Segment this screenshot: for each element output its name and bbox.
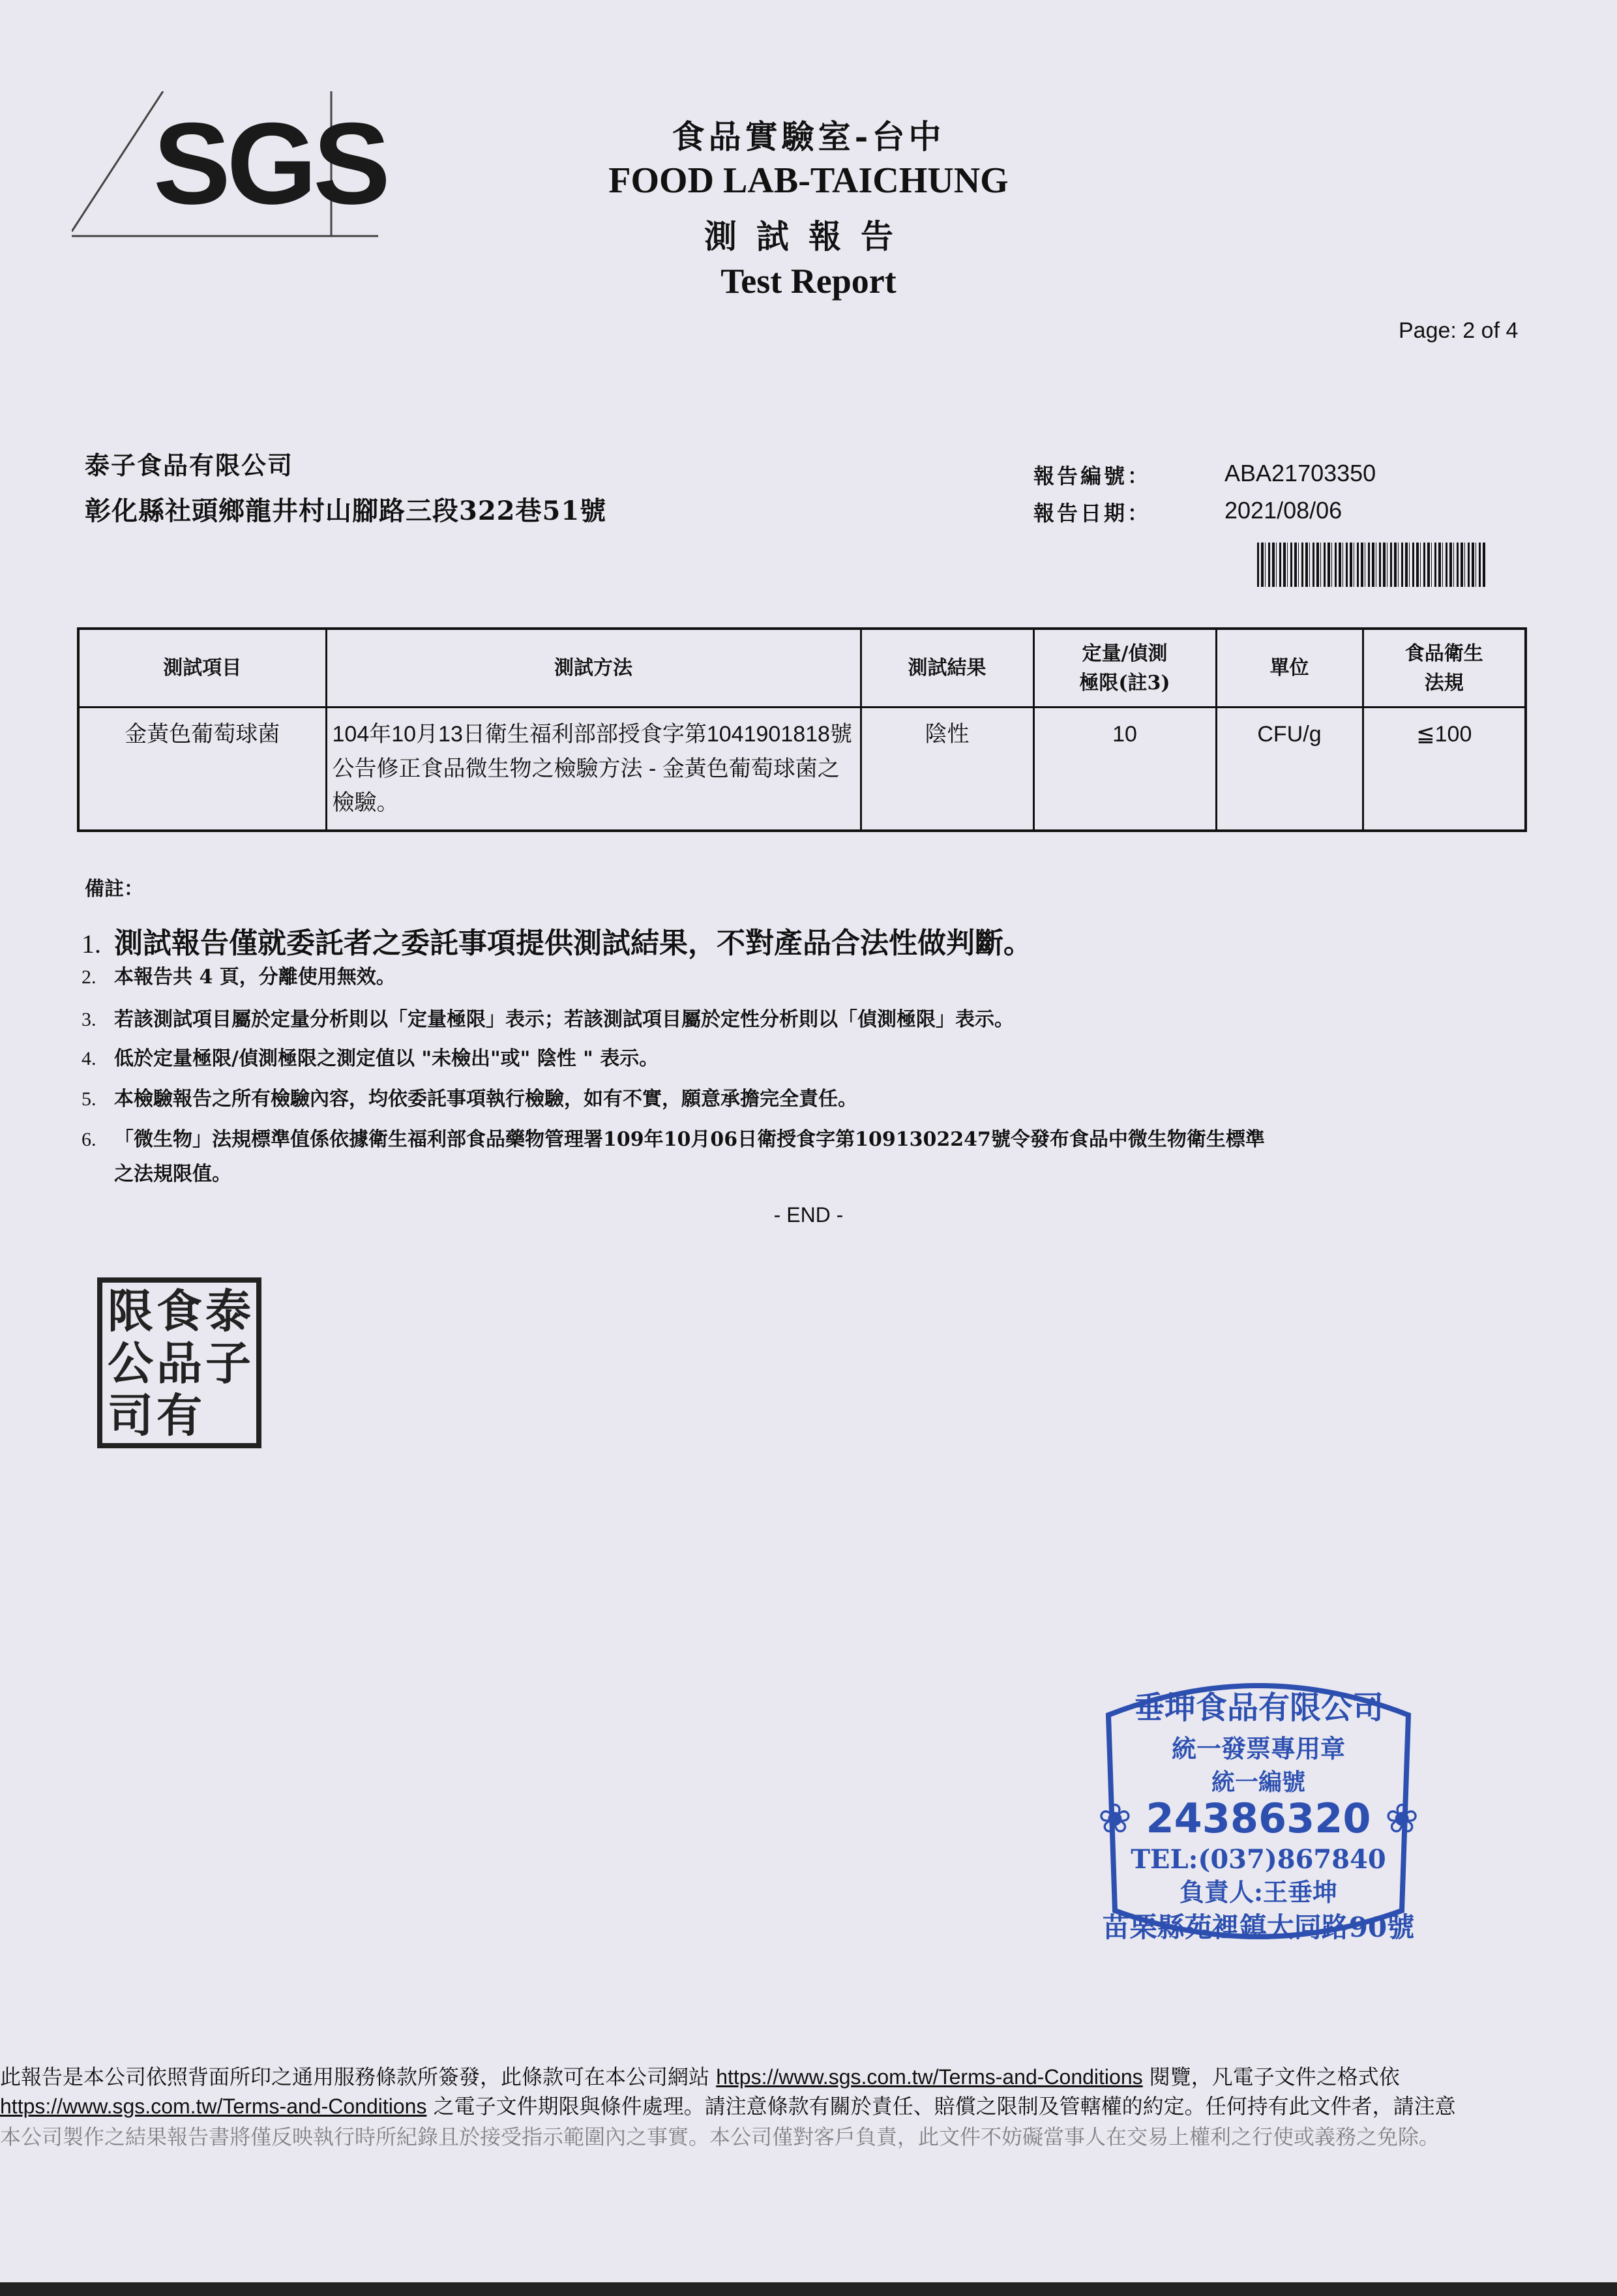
report-title-en: Test Report bbox=[720, 261, 897, 301]
svg-text:限: 限 bbox=[108, 1284, 153, 1338]
header-regulation: 食品衛生 法規 bbox=[1363, 629, 1526, 708]
svg-text:子: 子 bbox=[205, 1336, 251, 1390]
note-item bbox=[82, 961, 396, 989]
svg-text:苗栗縣苑裡鎮大同路90號: 苗栗縣苑裡鎮大同路90號 bbox=[1102, 1911, 1415, 1943]
client-name: 泰子食品有限公司 bbox=[85, 451, 294, 480]
header-test-item: 測試項目 bbox=[78, 629, 326, 708]
svg-text:有: 有 bbox=[156, 1388, 202, 1442]
note-text: 若該測試項目屬於定量分析則以「定量極限」表示；若該測試項目屬於定性分析則以「偵測極限」表示。 bbox=[114, 1008, 1014, 1031]
note-text: 「微生物」法規標準值係依據衛生福利部食品藥物管理署109年10月06日衛授食字第1091302247號令發布食品中微生物衛生標準 bbox=[114, 1128, 1265, 1151]
svg-text:品: 品 bbox=[156, 1336, 202, 1390]
note-number: 5. bbox=[82, 1088, 96, 1110]
header-limit: 定量/偵測 極限(註3) bbox=[1033, 629, 1216, 708]
cell-regulation: ≦100 bbox=[1363, 708, 1526, 831]
svg-text:司: 司 bbox=[108, 1388, 153, 1442]
cell-unit: CFU/g bbox=[1216, 708, 1363, 831]
report-date-label: 報告日期： bbox=[1033, 501, 1151, 526]
svg-text:負責人:王垂坤: 負責人:王垂坤 bbox=[1179, 1877, 1338, 1907]
svg-text:食: 食 bbox=[156, 1284, 202, 1338]
results-table bbox=[77, 627, 1527, 832]
cell-item: 金黃色葡萄球菌 bbox=[78, 708, 326, 831]
footer-text: 閱覽，凡電子文件之格式依 bbox=[1149, 2065, 1400, 2089]
note-item bbox=[82, 919, 1032, 961]
terms-link-2[interactable]: https://www.sgs.com.tw/Terms-and-Conditions bbox=[0, 2095, 427, 2118]
footer-line-3: 本公司製作之結果報告書將僅反映執行時所紀錄且於接受指示範圍內之事實。本公司僅對客戶負責，此文件不妨礙當事人在交易上權利之行使或義務之免除。 bbox=[0, 2125, 1440, 2149]
page-number: Page: 2 of 4 bbox=[1399, 318, 1519, 343]
report-number: ABA21703350 bbox=[1224, 460, 1376, 486]
invoice-seal bbox=[1089, 1663, 1428, 1950]
note-item bbox=[82, 1003, 1014, 1032]
company-seal bbox=[95, 1275, 264, 1451]
table-row bbox=[78, 708, 1526, 831]
header-unit: 單位 bbox=[1216, 629, 1363, 708]
note-text: 本檢驗報告之所有檢驗內容，均依委託事項執行檢驗，如有不實，願意承擔完全責任。 bbox=[114, 1088, 857, 1111]
report-date: 2021/08/06 bbox=[1224, 497, 1343, 524]
svg-text:統一編號: 統一編號 bbox=[1211, 1768, 1306, 1796]
note-number: 1. bbox=[82, 929, 101, 959]
cell-result: 陰性 bbox=[861, 708, 1033, 831]
svg-text:垂坤食品有限公司: 垂坤食品有限公司 bbox=[1133, 1690, 1384, 1726]
cell-method: 104年10月13日衛生福利部部授食字第1041901818號公告修正食品微生物之檢驗方法 - 金黃色葡萄球菌之檢驗。 bbox=[326, 708, 861, 831]
report-title-zh: 測試報告 bbox=[704, 217, 913, 256]
svg-text:泰: 泰 bbox=[205, 1284, 251, 1338]
note-number: 3. bbox=[82, 1009, 96, 1030]
note-number: 4. bbox=[82, 1048, 96, 1069]
header-test-result: 測試結果 bbox=[861, 629, 1033, 708]
notes-title: 備註： bbox=[85, 878, 143, 901]
svg-text:公: 公 bbox=[108, 1336, 153, 1390]
footer-text: 此報告是本公司依照背面所印之通用服務條款所簽發，此條款可在本公司網站 bbox=[0, 2065, 710, 2089]
header-test-method: 測試方法 bbox=[326, 629, 861, 708]
lab-name-zh: 食品實驗室-台中 bbox=[672, 117, 945, 156]
note-number: 6. bbox=[82, 1129, 96, 1150]
logo-text: SGS bbox=[153, 98, 387, 228]
report-number-label: 報告編號： bbox=[1033, 464, 1151, 488]
scan-edge bbox=[0, 2282, 1617, 2296]
end-marker: - END - bbox=[773, 1203, 844, 1227]
barcode bbox=[1257, 543, 1485, 587]
note-number: 2. bbox=[82, 966, 96, 988]
client-address: 彰化縣社頭鄉龍井村山腳路三段322巷51號 bbox=[85, 496, 607, 526]
svg-text:TEL:(037)867840: TEL:(037)867840 bbox=[1131, 1844, 1386, 1875]
note-item bbox=[82, 1123, 1265, 1191]
footer-line-2 bbox=[0, 2090, 1456, 2120]
note-text: 測試報告僅就委託者之委託事項提供測試結果，不對產品合法性做判斷。 bbox=[114, 927, 1032, 960]
svg-text:❀ 24386320 ❀: ❀ 24386320 ❀ bbox=[1097, 1795, 1419, 1842]
footer-text: 之電子文件期限與條件處理。請注意條款有關於責任、賠償之限制及管轄權的約定。任何持有此文件者，請注意 bbox=[433, 2094, 1456, 2119]
cell-limit: 10 bbox=[1033, 708, 1216, 831]
svg-text:統一發票專用章: 統一發票專用章 bbox=[1171, 1734, 1346, 1763]
terms-link[interactable]: https://www.sgs.com.tw/Terms-and-Conditions bbox=[716, 2065, 1143, 2089]
note-item bbox=[82, 1042, 659, 1071]
note-text-continued: 之法規限值。 bbox=[114, 1162, 231, 1185]
table-header-row bbox=[78, 629, 1526, 708]
note-text: 低於定量極限/偵測極限之測定值以 "未檢出"或" 陰性 " 表示。 bbox=[114, 1047, 659, 1070]
note-item bbox=[82, 1082, 857, 1111]
lab-name-en: FOOD LAB-TAICHUNG bbox=[608, 160, 1009, 201]
footer-line-1 bbox=[0, 2061, 1400, 2091]
note-text: 本報告共 4 頁，分離使用無效。 bbox=[114, 966, 396, 989]
